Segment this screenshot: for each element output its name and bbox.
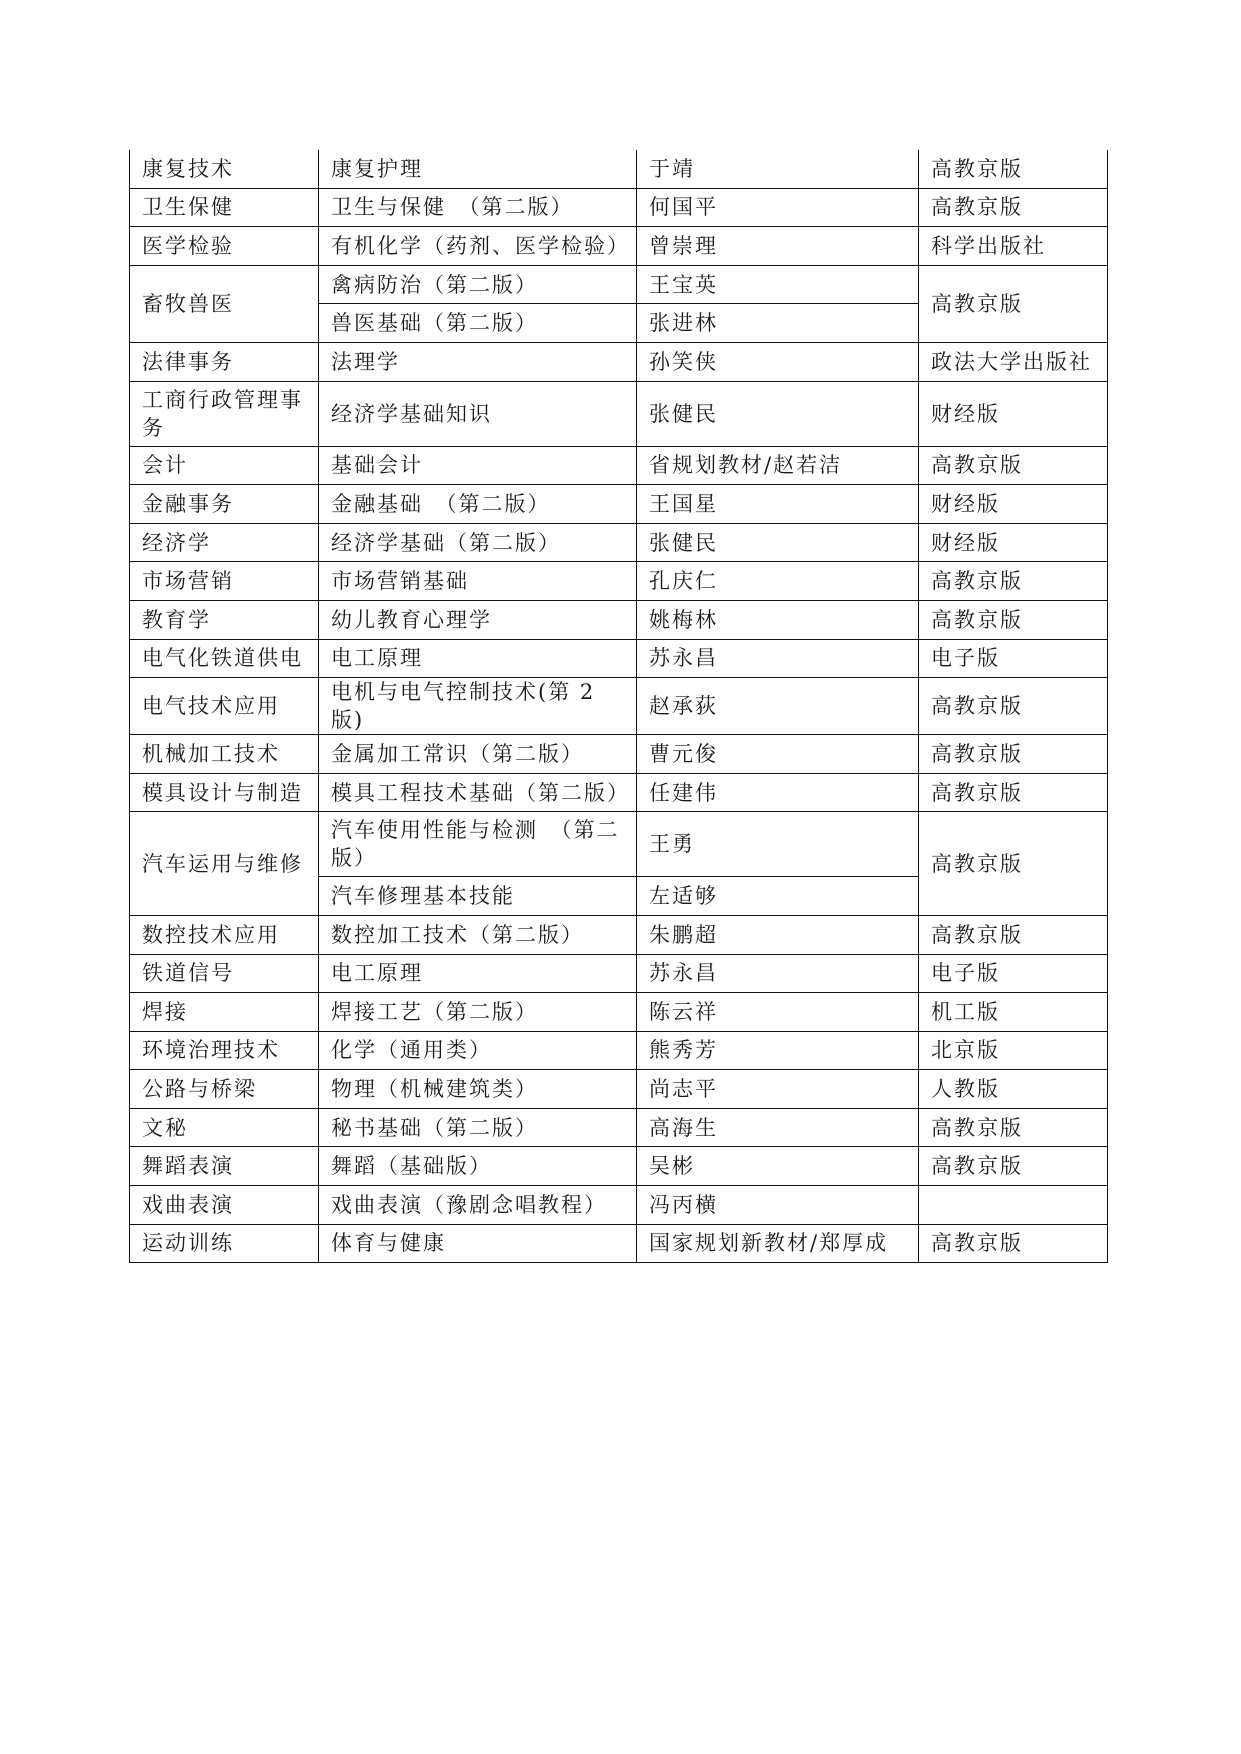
major-cell: [130, 265, 319, 342]
table-row: [130, 954, 1108, 993]
major-cell: [130, 812, 319, 916]
major-text: 焊接: [142, 999, 188, 1024]
book-cell: [319, 678, 637, 735]
publisher-cell: [919, 1186, 1108, 1225]
book-cell: [319, 342, 637, 381]
publisher-text: 机工版: [931, 999, 1000, 1024]
major-cell: [130, 600, 319, 639]
major-text: 康复技术: [142, 156, 234, 181]
author-cell: [637, 188, 919, 227]
major-cell: [130, 485, 319, 524]
publisher-cell: [919, 1108, 1108, 1147]
textbook-table: [129, 150, 1108, 1263]
publisher-text: 高教京版: [931, 607, 1023, 632]
author-cell: [637, 954, 919, 993]
book-cell: [319, 954, 637, 993]
book-cell: [319, 993, 637, 1032]
table-row: [130, 1031, 1108, 1070]
author-cell: [637, 381, 919, 446]
table-row: [130, 1108, 1108, 1147]
author-cell: [637, 600, 919, 639]
publisher-cell: [919, 446, 1108, 485]
major-cell: [130, 1147, 319, 1186]
book-cell: [319, 227, 637, 266]
book-text: 汽车使用性能与检测 （第二版）: [331, 818, 620, 871]
publisher-cell: [919, 227, 1108, 266]
author-text: 张健民: [649, 401, 718, 426]
book-cell: [319, 1070, 637, 1109]
author-text: 苏永昌: [649, 646, 718, 671]
book-cell: [319, 1186, 637, 1225]
publisher-cell: [919, 954, 1108, 993]
book-cell: [319, 1147, 637, 1186]
author-cell: [637, 1108, 919, 1147]
author-text: 省规划教材/赵若洁: [649, 453, 843, 478]
major-text: 电气化铁道供电: [142, 646, 303, 671]
major-cell: [130, 562, 319, 601]
book-cell: [319, 1224, 637, 1263]
author-cell: [637, 446, 919, 485]
publisher-text: 高教京版: [931, 1115, 1023, 1140]
book-text: 康复护理: [331, 156, 423, 181]
book-cell: [319, 915, 637, 954]
major-cell: [130, 446, 319, 485]
major-cell: [130, 639, 319, 678]
author-cell: [637, 227, 919, 266]
author-text: 冯丙横: [649, 1192, 718, 1217]
publisher-cell: [919, 1070, 1108, 1109]
publisher-cell: [919, 381, 1108, 446]
book-text: 卫生与保健 （第二版）: [331, 195, 574, 220]
author-text: 曹元俊: [649, 741, 718, 766]
book-cell: [319, 562, 637, 601]
major-cell: [130, 993, 319, 1032]
author-text: 曾崇理: [649, 233, 718, 258]
publisher-cell: [919, 1031, 1108, 1070]
major-text: 金融事务: [142, 491, 234, 516]
book-text: 戏曲表演（豫剧念唱教程）: [331, 1192, 607, 1217]
publisher-text: 财经版: [931, 401, 1000, 426]
book-text: 焊接工艺（第二版）: [331, 999, 538, 1024]
publisher-cell: [919, 265, 1108, 342]
author-cell: [637, 1070, 919, 1109]
table-row: [130, 773, 1108, 812]
author-cell: [637, 773, 919, 812]
publisher-text: 高教京版: [931, 1154, 1023, 1179]
table-row: [130, 562, 1108, 601]
major-cell: [130, 1031, 319, 1070]
publisher-cell: [919, 915, 1108, 954]
author-text: 王宝英: [649, 272, 718, 297]
major-cell: [130, 954, 319, 993]
author-text: 张进林: [649, 311, 718, 336]
author-cell: [637, 342, 919, 381]
major-cell: [130, 188, 319, 227]
major-text: 工商行政管理事务: [142, 387, 303, 440]
major-cell: [130, 227, 319, 266]
author-text: 尚志平: [649, 1077, 718, 1102]
table-row: [130, 1147, 1108, 1186]
book-text: 经济学基础（第二版）: [331, 530, 561, 555]
author-text: 陈云祥: [649, 999, 718, 1024]
major-text: 公路与桥梁: [142, 1077, 257, 1102]
book-cell: [319, 639, 637, 678]
publisher-text: 高教京版: [931, 780, 1023, 805]
table-row: [130, 1070, 1108, 1109]
major-text: 电气技术应用: [142, 694, 280, 719]
publisher-cell: [919, 562, 1108, 601]
major-cell: [130, 1108, 319, 1147]
author-text: 王国星: [649, 491, 718, 516]
table-row: [130, 342, 1108, 381]
author-cell: [637, 735, 919, 774]
publisher-text: 科学出版社: [931, 233, 1046, 258]
publisher-cell: [919, 188, 1108, 227]
author-text: 张健民: [649, 530, 718, 555]
book-text: 法理学: [331, 349, 400, 374]
book-text: 物理（机械建筑类）: [331, 1077, 538, 1102]
major-text: 卫生保健: [142, 195, 234, 220]
book-cell: [319, 600, 637, 639]
table-row: [130, 735, 1108, 774]
publisher-cell: [919, 150, 1108, 188]
publisher-text: 财经版: [931, 491, 1000, 516]
book-cell: [319, 381, 637, 446]
major-text: 机械加工技术: [142, 741, 280, 766]
publisher-text: 高教京版: [931, 694, 1023, 719]
book-text: 幼儿教育心理学: [331, 607, 492, 632]
author-text: 高海生: [649, 1115, 718, 1140]
author-text: 熊秀芳: [649, 1038, 718, 1063]
publisher-text: 高教京版: [931, 453, 1023, 478]
book-cell: [319, 812, 637, 877]
major-cell: [130, 523, 319, 562]
author-cell: [637, 877, 919, 916]
table-row: [130, 678, 1108, 735]
author-text: 孔庆仁: [649, 569, 718, 594]
author-text: 孙笑侠: [649, 349, 718, 374]
publisher-text: 高教京版: [931, 291, 1023, 316]
major-cell: [130, 915, 319, 954]
publisher-text: 电子版: [931, 646, 1000, 671]
publisher-text: 高教京版: [931, 741, 1023, 766]
publisher-cell: [919, 485, 1108, 524]
author-text: 于靖: [649, 156, 695, 181]
publisher-text: 财经版: [931, 530, 1000, 555]
book-text: 秘书基础（第二版）: [331, 1115, 538, 1140]
major-cell: [130, 342, 319, 381]
table-row: [130, 1224, 1108, 1263]
major-text: 文秘: [142, 1115, 188, 1140]
author-cell: [637, 812, 919, 877]
publisher-cell: [919, 773, 1108, 812]
author-cell: [637, 1186, 919, 1225]
author-cell: [637, 562, 919, 601]
book-cell: [319, 485, 637, 524]
publisher-cell: [919, 993, 1108, 1032]
author-text: 左适够: [649, 884, 718, 909]
major-text: 运动训练: [142, 1231, 234, 1256]
table-row: [130, 227, 1108, 266]
book-cell: [319, 877, 637, 916]
table-row: [130, 812, 1108, 877]
publisher-cell: [919, 735, 1108, 774]
publisher-text: 高教京版: [931, 195, 1023, 220]
table-row: [130, 523, 1108, 562]
major-cell: [130, 773, 319, 812]
book-text: 兽医基础（第二版）: [331, 311, 538, 336]
author-cell: [637, 1031, 919, 1070]
publisher-text: 高教京版: [931, 156, 1023, 181]
book-cell: [319, 773, 637, 812]
publisher-text: 人教版: [931, 1077, 1000, 1102]
major-text: 经济学: [142, 530, 211, 555]
table-row: [130, 485, 1108, 524]
publisher-cell: [919, 639, 1108, 678]
author-text: 何国平: [649, 195, 718, 220]
publisher-text: 电子版: [931, 961, 1000, 986]
major-cell: [130, 1070, 319, 1109]
major-cell: [130, 381, 319, 446]
book-text: 数控加工技术（第二版）: [331, 922, 584, 947]
author-cell: [637, 993, 919, 1032]
major-text: 汽车运用与维修: [142, 851, 303, 876]
book-cell: [319, 523, 637, 562]
publisher-cell: [919, 1147, 1108, 1186]
author-cell: [637, 150, 919, 188]
book-text: 模具工程技术基础（第二版）: [331, 780, 630, 805]
publisher-cell: [919, 812, 1108, 916]
author-cell: [637, 523, 919, 562]
author-text: 姚梅林: [649, 607, 718, 632]
major-text: 市场营销: [142, 569, 234, 594]
major-text: 数控技术应用: [142, 922, 280, 947]
book-text: 电工原理: [331, 961, 423, 986]
table-row: [130, 150, 1108, 188]
publisher-text: 政法大学出版社: [931, 349, 1092, 374]
publisher-text: 高教京版: [931, 1231, 1023, 1256]
publisher-cell: [919, 600, 1108, 639]
book-text: 体育与健康: [331, 1231, 446, 1256]
book-text: 市场营销基础: [331, 569, 469, 594]
major-text: 模具设计与制造: [142, 780, 303, 805]
table-row: [130, 993, 1108, 1032]
book-text: 化学（通用类）: [331, 1038, 492, 1063]
book-cell: [319, 304, 637, 343]
major-text: 医学检验: [142, 233, 234, 258]
table-row: [130, 600, 1108, 639]
publisher-text: 高教京版: [931, 922, 1023, 947]
author-text: 国家规划新教材/郑厚成: [649, 1231, 889, 1256]
publisher-text: 高教京版: [931, 569, 1023, 594]
book-cell: [319, 188, 637, 227]
major-text: 法律事务: [142, 349, 234, 374]
major-text: 畜牧兽医: [142, 291, 234, 316]
book-text: 电工原理: [331, 646, 423, 671]
author-cell: [637, 265, 919, 304]
major-cell: [130, 678, 319, 735]
table-row: [130, 265, 1108, 304]
book-text: 禽病防治（第二版）: [331, 272, 538, 297]
author-text: 苏永昌: [649, 961, 718, 986]
book-cell: [319, 1031, 637, 1070]
book-text: 金融基础 （第二版）: [331, 491, 551, 516]
publisher-text: 高教京版: [931, 851, 1023, 876]
book-cell: [319, 265, 637, 304]
book-text: 有机化学（药剂、医学检验）: [331, 233, 630, 258]
book-text: 金属加工常识（第二版）: [331, 741, 584, 766]
author-cell: [637, 639, 919, 678]
author-cell: [637, 304, 919, 343]
author-cell: [637, 678, 919, 735]
table-row: [130, 446, 1108, 485]
book-text: 基础会计: [331, 453, 423, 478]
author-text: 朱鹏超: [649, 922, 718, 947]
book-cell: [319, 446, 637, 485]
book-text: 电机与电气控制技术(第 2 版): [331, 680, 596, 733]
major-text: 铁道信号: [142, 961, 234, 986]
table-row: [130, 381, 1108, 446]
book-cell: [319, 735, 637, 774]
author-cell: [637, 915, 919, 954]
major-text: 教育学: [142, 607, 211, 632]
author-text: 吴彬: [649, 1154, 695, 1179]
major-cell: [130, 735, 319, 774]
book-cell: [319, 1108, 637, 1147]
table-row: [130, 639, 1108, 678]
table-row: [130, 188, 1108, 227]
major-text: 环境治理技术: [142, 1038, 280, 1063]
major-text: 戏曲表演: [142, 1192, 234, 1217]
major-cell: [130, 1224, 319, 1263]
publisher-cell: [919, 523, 1108, 562]
author-cell: [637, 1224, 919, 1263]
major-text: 会计: [142, 453, 188, 478]
author-text: 王勇: [649, 832, 695, 857]
author-text: 任建伟: [649, 780, 718, 805]
publisher-cell: [919, 1224, 1108, 1263]
publisher-cell: [919, 678, 1108, 735]
book-cell: [319, 150, 637, 188]
table-row: [130, 915, 1108, 954]
book-text: 汽车修理基本技能: [331, 884, 515, 909]
author-cell: [637, 485, 919, 524]
table-row: [130, 1186, 1108, 1225]
publisher-cell: [919, 342, 1108, 381]
book-text: 舞蹈（基础版）: [331, 1154, 492, 1179]
major-text: 舞蹈表演: [142, 1154, 234, 1179]
book-text: 经济学基础知识: [331, 401, 492, 426]
author-cell: [637, 1147, 919, 1186]
publisher-text: 北京版: [931, 1038, 1000, 1063]
major-cell: [130, 1186, 319, 1225]
major-cell: [130, 150, 319, 188]
author-text: 赵承荻: [649, 694, 718, 719]
